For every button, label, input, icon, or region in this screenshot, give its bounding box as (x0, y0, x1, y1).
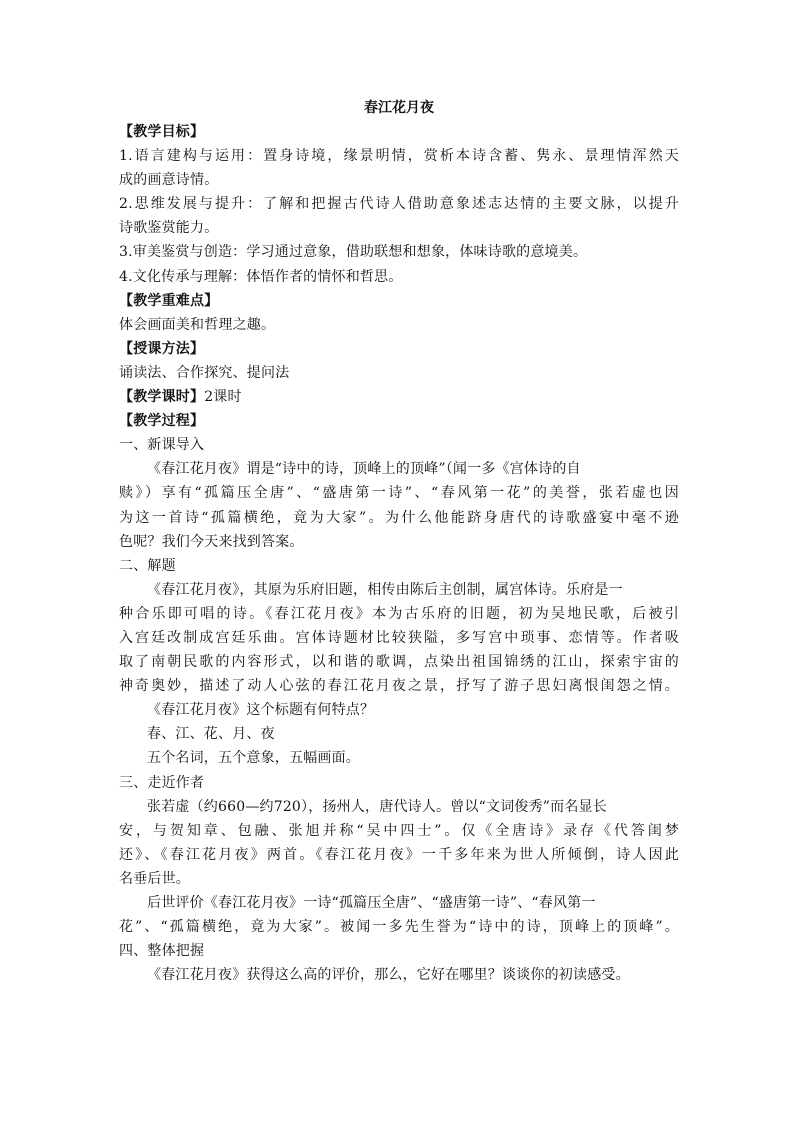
section-4-heading: 四、整体把握 (119, 943, 205, 960)
section-2-para-line-4: 取了南朝民歌的内容形式，以和谐的歌调，点染出祖国锦绣的江山，探索宇宙的 (119, 654, 679, 671)
section-3-para-1-line-4: 名垂后世。 (119, 870, 190, 887)
method-heading: 【授课方法】 (119, 340, 205, 357)
section-3-para-1-line-2: 安，与贺知章、包融、张旭并称“吴中四士”。仅《全唐诗》录存《代答闺梦 (119, 822, 679, 839)
section-3-heading: 三、走近作者 (119, 774, 205, 791)
hours-line (119, 385, 679, 409)
objectives-heading: 【教学目标】 (119, 124, 205, 140)
section-3-para-1-line-1: 张若虚（约660—约720），扬州人，唐代诗人。曾以“文词俊秀”而名显长 (147, 798, 607, 815)
process-heading: 【教学过程】 (119, 413, 205, 430)
section-2-para-line-3: 入宫廷改制成宫廷乐曲。宫体诗题材比较狭隘，多写宫中琐事、恋情等。作者吸 (119, 629, 679, 646)
key-points-text: 体会画面美和哲理之趣。 (119, 316, 276, 333)
objective-1-line-1: 1.语言建构与运用：置身诗境，缘景明情，赏析本诗含蓄、隽永、景理情浑然天 (119, 148, 679, 165)
section-2-answer-1: 春、江、花、月、夜 (147, 726, 275, 743)
section-3-para-1-line-3: 还》、《春江花月夜》两首。《春江花月夜》一千多年来为世人所倾倒，诗人因此 (119, 846, 679, 863)
section-1-heading: 一、新课导入 (119, 437, 205, 454)
section-1-para-line-4: 色呢？我们今天来找到答案。 (119, 533, 304, 550)
section-2-para-line-2: 种合乐即可唱的诗。《春江花月夜》本为古乐府的旧题，初为吴地民歌，后被引 (119, 605, 679, 622)
section-1-para-line-2: 赎》）享有“孤篇压全唐”、“盛唐第一诗”、“春风第一花”的美誉，张若虚也因 (119, 485, 679, 502)
section-2-heading: 二、解题 (119, 557, 176, 574)
method-text: 诵读法、合作探究、提问法 (119, 364, 290, 381)
section-4-para-line-1: 《春江花月夜》获得这么高的评价，那么，它好在哪里？谈谈你的初读感受。 (147, 967, 630, 984)
document-title: 春江花月夜 (364, 100, 434, 116)
objective-2-line-2: 诗歌鉴赏能力。 (119, 220, 219, 237)
objective-3: 3.审美鉴赏与创造：学习通过意象，借助联想和想象，体味诗歌的意境美。 (119, 244, 588, 261)
objective-1-line-2: 成的画意诗情。 (119, 172, 219, 189)
objective-2-line-1: 2.思维发展与提升：了解和把握古代诗人借助意象述志达情的主要文脉，以提升 (119, 196, 679, 213)
hours-heading: 【教学课时】 (119, 389, 205, 406)
section-2-para-line-1: 《春江花月夜》，其原为乐府旧题，相传由陈后主创制，属宫体诗。乐府是一 (147, 581, 623, 598)
objective-4: 4.文化传承与理解：体悟作者的情怀和哲思。 (119, 268, 403, 285)
section-3-para-2-line-2: 花”、“孤篇横绝，竟为大家”。被闻一多先生誉为“诗中的诗，顶峰上的顶峰”。 (119, 919, 679, 936)
section-1-para-line-3: 为这一首诗“孤篇横绝，竟为大家”。为什么他能跻身唐代的诗歌盛宴中毫不逊 (119, 509, 679, 526)
section-2-question: 《春江花月夜》这个标题有何特点？ (147, 702, 375, 719)
document-page (119, 96, 679, 987)
hours-text: 2课时 (204, 389, 242, 406)
section-2-para-line-5: 神奇奥妙，描述了动人心弦的春江花月夜之景，抒写了游子思妇离恨闺怨之情。 (119, 678, 679, 695)
key-points-heading: 【教学重难点】 (119, 292, 219, 309)
section-1-para-line-1: 《春江花月夜》谓是“诗中的诗，顶峰上的顶峰”（闻一多《宫体诗的自 (147, 461, 581, 478)
section-3-para-2-line-1: 后世评价《春江花月夜》一诗“孤篇压全唐”、“盛唐第一诗”、“春风第一 (147, 895, 596, 911)
section-2-answer-2: 五个名词，五个意象，五幅画面。 (147, 750, 360, 767)
